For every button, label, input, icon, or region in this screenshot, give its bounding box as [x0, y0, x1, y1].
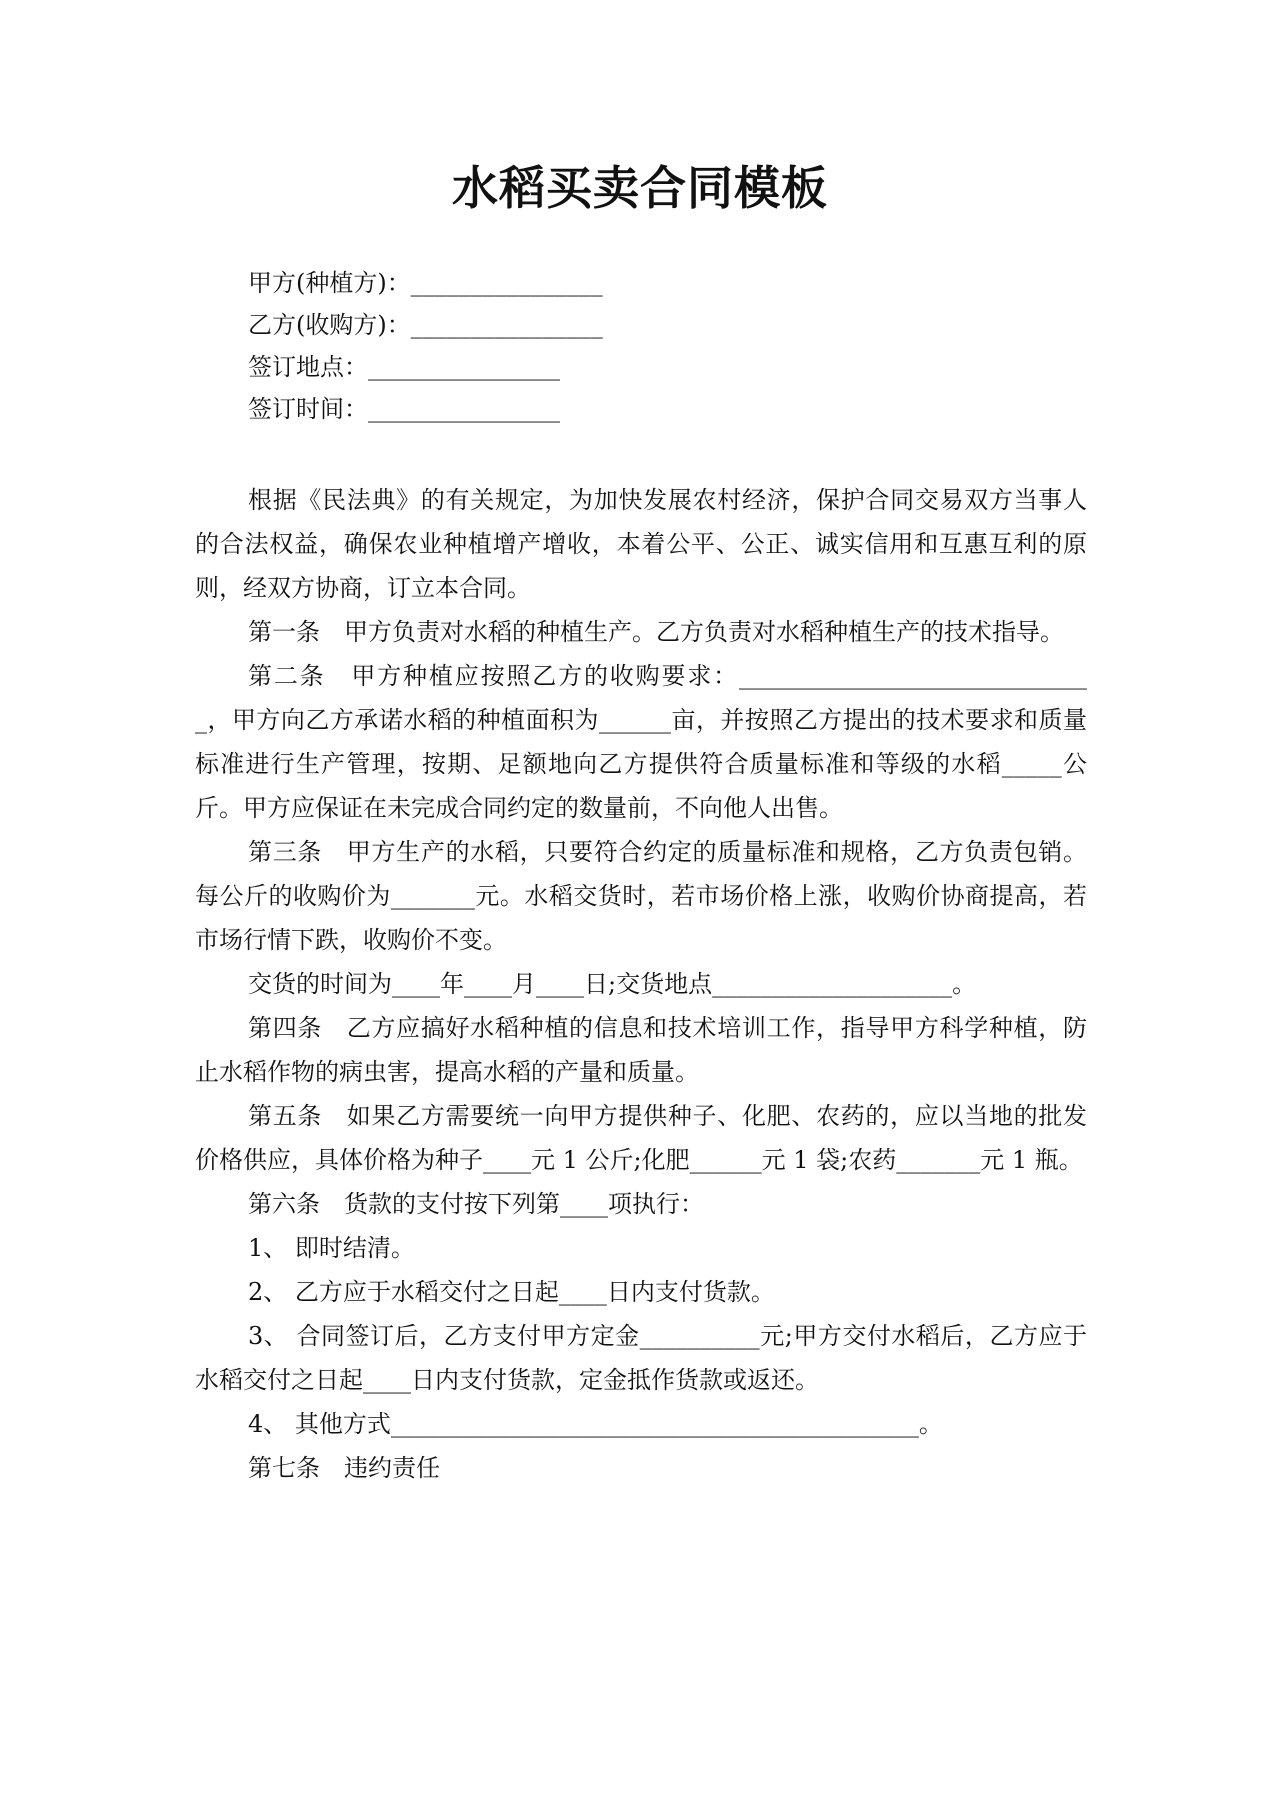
- document-title: 水稻买卖合同模板: [452, 161, 828, 215]
- signing-place-line: 签订地点：________________: [248, 353, 560, 381]
- payment-option-2: 2、 乙方应于水稻交付之日起____日内支付货款。: [248, 1278, 775, 1306]
- party-a-line: 甲方(种植方)：________________: [248, 269, 603, 297]
- contract-body: [195, 478, 1087, 1490]
- article-1: 第一条 甲方负责对水稻的种植生产。乙方负责对水稻种植生产的技术指导。: [248, 618, 1064, 646]
- preamble-paragraph: 根据《民法典》的有关规定，为加快发展农村经济，保护合同交易双方当事人的合法权益，确保农业种植增产增收，本着公平、公正、诚实信用和互惠互利的原则，经双方协商，订立本合同。: [195, 486, 1087, 602]
- payment-option-3: 3、 合同签订后，乙方支付甲方定金__________元;甲方交付水稻后，乙方应于水稻交付之日起____日内支付货款，定金抵作货款或返还。: [195, 1322, 1087, 1394]
- article-5: 第五条 如果乙方需要统一向甲方提供种子、化肥、农药的，应以当地的批发价格供应，具体价格为种子____元 1 公斤;化肥______元 1 袋;农药_______元 1 瓶。: [195, 1102, 1087, 1174]
- party-info-block: [248, 262, 603, 430]
- article-4: 第四条 乙方应搞好水稻种植的信息和技术培训工作，指导甲方科学种植，防止水稻作物的病虫害，提高水稻的产量和质量。: [195, 1014, 1087, 1086]
- payment-option-4: 4、 其他方式____________________________________________。: [248, 1410, 943, 1438]
- article-7: 第七条 违约责任: [248, 1454, 440, 1482]
- party-b-line: 乙方(收购方)：________________: [248, 311, 603, 339]
- delivery-terms: 交货的时间为____年____月____日;交货地点____________________。: [248, 970, 977, 998]
- payment-option-1: 1、 即时结清。: [248, 1234, 415, 1262]
- article-6: 第六条 货款的支付按下列第____项执行：: [248, 1190, 704, 1218]
- signing-time-line: 签订时间：________________: [248, 395, 560, 423]
- article-3: 第三条 甲方生产的水稻，只要符合约定的质量标准和规格，乙方负责包销。每公斤的收购价为_______元。水稻交货时，若市场价格上涨，收购价协商提高，若市场行情下跌，收购价不变。: [195, 838, 1087, 954]
- article-2: 第二条 甲方种植应按照乙方的收购要求：______________________________，甲方向乙方承诺水稻的种植面积为______亩，并按照乙方提出的技术要求和质量标准进行生产管理，按期、足额地向乙方提供符合质量标准和等级的水稻_____公斤。甲方应保证在未完成合同约定的数量前，不向他人出售。: [195, 662, 1087, 822]
